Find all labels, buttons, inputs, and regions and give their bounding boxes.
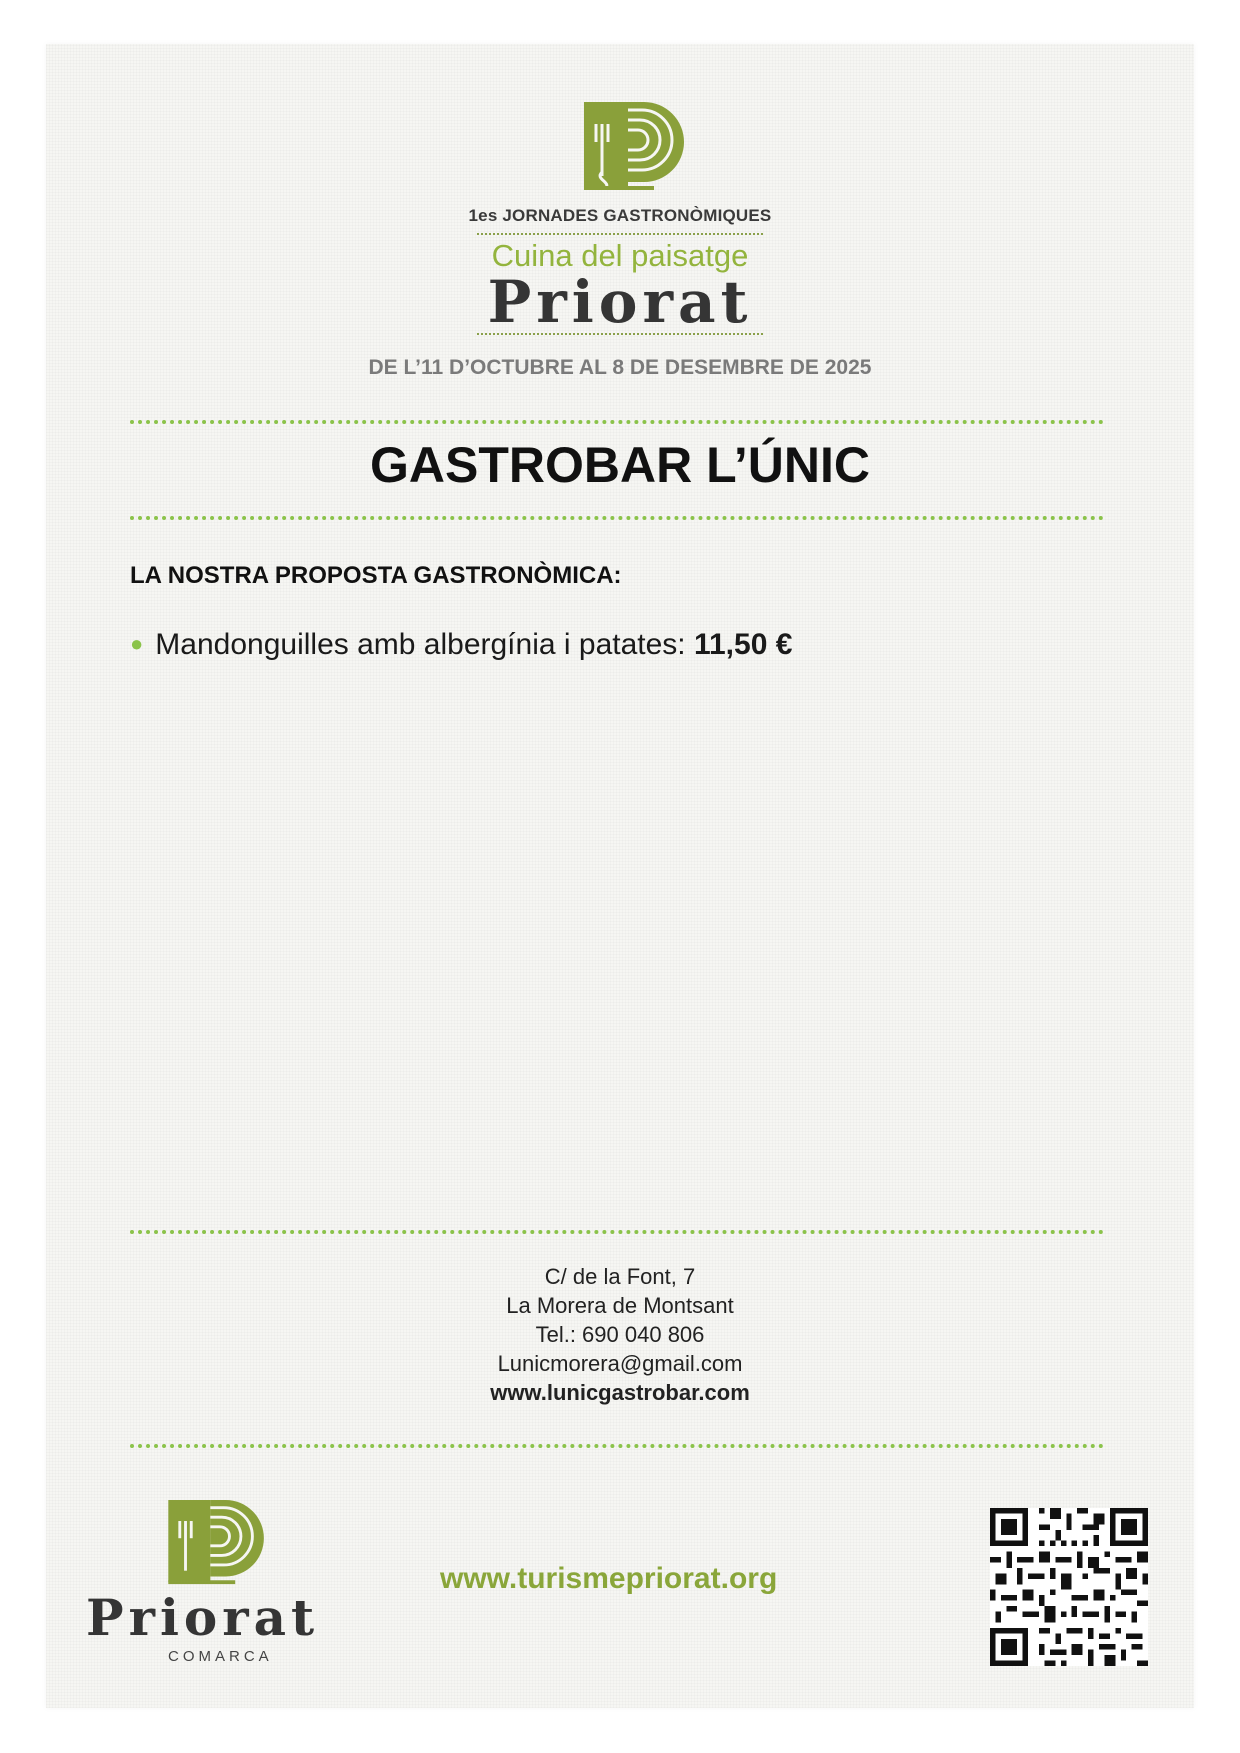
priorat-p-logo-icon bbox=[584, 102, 688, 192]
menu-item bbox=[130, 628, 792, 662]
priorat-comarca-logo-icon bbox=[168, 1500, 268, 1586]
contact-block bbox=[0, 1262, 1240, 1407]
contact-town: La Morera de Montsant bbox=[506, 1293, 734, 1318]
divider bbox=[130, 1444, 1104, 1448]
restaurant-name: GASTROBAR L’ÚNIC bbox=[370, 437, 870, 493]
contact-phone[interactable]: Tel.: 690 040 806 bbox=[535, 1322, 705, 1347]
bullet-icon: ● bbox=[130, 631, 144, 656]
event-line: 1es JORNADES GASTRONÒMIQUES bbox=[468, 206, 772, 225]
menu-item-price: 11,50 € bbox=[693, 628, 793, 661]
divider bbox=[130, 516, 1104, 520]
footer-brand-sub: COMARCA bbox=[168, 1648, 273, 1665]
qr-code-icon bbox=[990, 1508, 1148, 1666]
divider bbox=[477, 233, 763, 235]
menu-item-name: Mandonguilles amb albergínia i patates: bbox=[155, 628, 694, 661]
event-brand: Priorat bbox=[487, 268, 753, 336]
footer-brand: Priorat bbox=[86, 1588, 320, 1647]
contact-email[interactable]: Lunicmorera@gmail.com bbox=[497, 1351, 743, 1376]
event-dates: DE L’11 D’OCTUBRE AL 8 DE DESEMBRE DE 2025 bbox=[368, 356, 872, 379]
divider bbox=[477, 333, 763, 335]
contact-website[interactable]: www.lunicgastrobar.com bbox=[490, 1380, 750, 1405]
footer-url-link[interactable]: www.turismepriorat.org bbox=[440, 1562, 778, 1595]
divider bbox=[130, 420, 1104, 424]
divider bbox=[130, 1230, 1104, 1234]
contact-address: C/ de la Font, 7 bbox=[544, 1264, 696, 1289]
event-subtitle: Cuina del paisatge bbox=[491, 238, 749, 273]
menu-heading: LA NOSTRA PROPOSTA GASTRONÒMICA: bbox=[130, 562, 622, 589]
